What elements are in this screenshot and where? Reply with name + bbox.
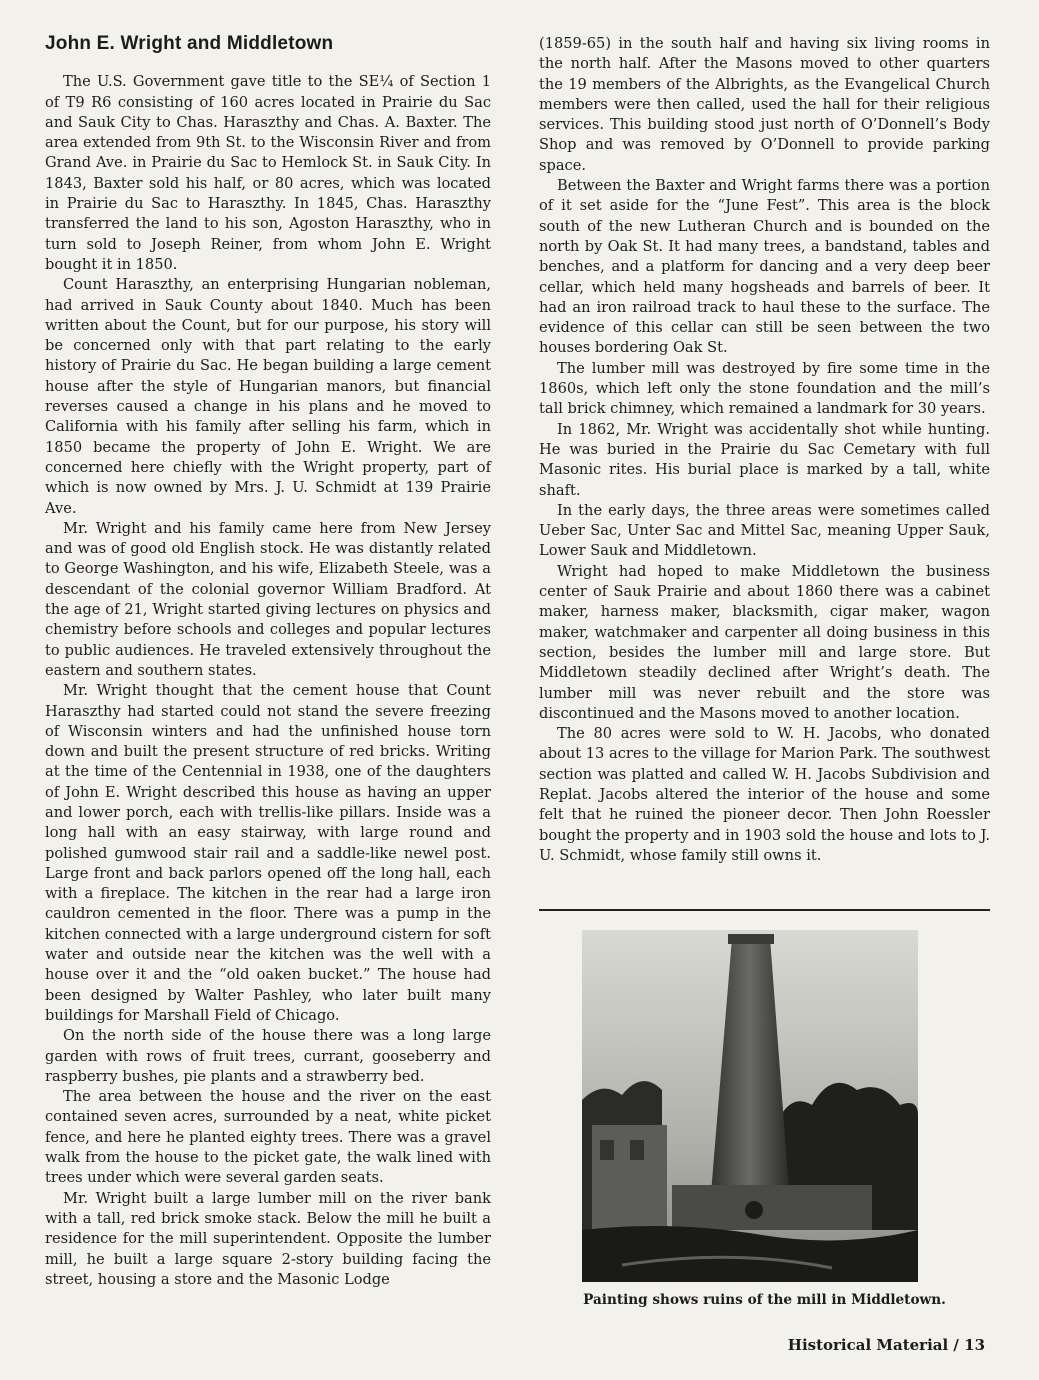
paragraph: On the north side of the house there was a long large garden with rows of fruit trees, currant, gooseberry and raspberry bushes, pie plants and a strawberry bed. <box>45 1027 491 1085</box>
left-column <box>45 34 491 1290</box>
paragraph: In 1862, Mr. Wright was accidentally shot while hunting. He was buried in the Prairie du Sac Cemetary with full Masonic rites. His burial place is marked by a tall, white shaft. <box>539 420 990 499</box>
paragraph-continued: (1859-65) in the south half and having six living rooms in the north half. After the Masons moved to other quarters the 19 members of the Albrights, as the Evangelical Church members were then called, used the hall for their religious services. This building stood just north of O’Donnell’s Body Shop and was removed by O’Donnell to provide parking space. <box>539 35 990 174</box>
paragraph: The 80 acres were sold to W. H. Jacobs, who donated about 13 acres to the village for Marion Park. The southwest section was platted and called W. H. Jacobs Subdivision and Replat. Jacobs altered the interior of the house and some felt that he ruined the pioneer decor. Then John Roessler bought the property and in 1903 sold the house and lots to J. U. Schmidt, whose family still owns it. <box>539 725 990 864</box>
mill-ruins-painting <box>582 930 918 1282</box>
paragraph: Count Haraszthy, an enterprising Hungarian nobleman, had arrived in Sauk County about 1840. Much has been written about the Count, but for our purpose, his story will be concerned only with that part relating to the early history of Prairie du Sac. He began building a large cement house after the style of Hungarian manors, but financial reverses caused a change in his plans and he moved to California with his family after selling his farm, which in 1850 became the property of John E. Wright. We are concerned here chiefly with the Wright property, part of which is now owned by Mrs. J. U. Schmidt at 139 Prairie Ave. <box>45 276 491 517</box>
section-divider <box>539 909 990 911</box>
page-footer: Historical Material / 13 <box>787 1336 985 1354</box>
paragraph: Wright had hoped to make Middletown the business center of Sauk Prairie and about 1860 there was a cabinet maker, harness maker, blacksmith, cigar maker, wagon maker, watchmaker and carpenter all doing business in this section, besides the lumber mill and large store. But Middletown steadily declined after Wright’s death. The lumber mill was never rebuilt and the store was discontinued and the Masons moved to another location. <box>539 562 990 722</box>
paragraph: In the early days, the three areas were sometimes called Ueber Sac, Unter Sac and Mittel Sac, meaning Upper Sauk, Lower Sauk and Middletown. <box>539 501 990 560</box>
figure-caption: Painting shows ruins of the mill in Middletown. <box>583 1292 946 1308</box>
stone-foundation <box>672 1185 872 1230</box>
paragraph: Mr. Wright built a large lumber mill on the river bank with a tall, red brick smoke stack. Below the mill he built a residence for the mill superintendent. Opposite the lumber mill, he built a large square 2-story building facing the street, housing a store and the Masonic Lodge <box>45 1189 491 1288</box>
right-column <box>539 34 990 866</box>
article-title: John E. Wright and Middletown <box>45 33 334 54</box>
paragraph: Mr. Wright thought that the cement house that Count Haraszthy had started could not stand the severe freezing of Wisconsin winters and had the unfinished house torn down and built the present structure of red bricks. Writing at the time of the Centennial in 1938, one of the daughters of John E. Wright described this house as having an upper and lower porch, each with trellis-like pillars. Inside was a long hall with an easy stairway, with large round and polished gumwood stair rail and a saddle-like newel post. Large front and back parlors opened off the long hall, each with a fireplace. The kitchen in the rear had a large iron cauldron cemented in the floor. There was a pump in the kitchen connected with a large underground cistern for soft water and outside near the kitchen was the well with a house over it and the “old oaken bucket.” The house had been designed by Walter Pashley, who later built many buildings for Marshall Field of Chicago. <box>45 682 491 1024</box>
paragraph: The U.S. Government gave title to the SE¼ of Section 1 of T9 R6 consisting of 160 acres located in Prairie du Sac and Sauk City to Chas. Haraszthy and Chas. A. Baxter. The area extended from 9th St. to the Wisconsin River and from Grand Ave. in Prairie du Sac to Hemlock St. in Sauk City. In 1843, Baxter sold his half, or 80 acres, which was located in Prairie du Sac to Haraszthy. In 1845, Chas. Haraszthy transferred the land to his son, Agoston Haraszthy, who in turn sold to Joseph Reiner, from whom John E. Wright bought it in 1850. <box>45 73 491 273</box>
paragraph: The lumber mill was destroyed by fire some time in the 1860s, which left only the stone foundation and the mill’s tall brick chimney, which remained a landmark for 30 years. <box>539 359 990 418</box>
paragraph: Mr. Wright and his family came here from New Jersey and was of good old English stock. He was distantly related to George Washington, and his wife, Elizabeth Steele, was a descendant of the colonial governor William Bradford. At the age of 21, Wright started giving lectures on physics and chemistry before schools and colleges and popular lectures to public audiences. He traveled extensively throughout the eastern and southern states. <box>45 519 491 679</box>
paragraph: The area between the house and the river on the east contained seven acres, surrounded by a neat, white picket fence, and here he planted eighty trees. There was a gravel walk from the house to the picket gate, the walk lined with trees under which were several garden seats. <box>45 1088 491 1187</box>
painting-image <box>582 930 918 1282</box>
paragraph: Between the Baxter and Wright farms there was a portion of it set aside for the “June Fest”. This area is the block south of the new Lutheran Church and is bounded on the north by Oak St. It had many trees, a bandstand, tables and benches, and a platform for dancing and a very deep beer cellar, which held many hogsheads and barrels of beer. It had an iron railroad track to haul these to the surface. The evidence of this cellar can still be seen between the two houses bordering Oak St. <box>539 177 990 357</box>
